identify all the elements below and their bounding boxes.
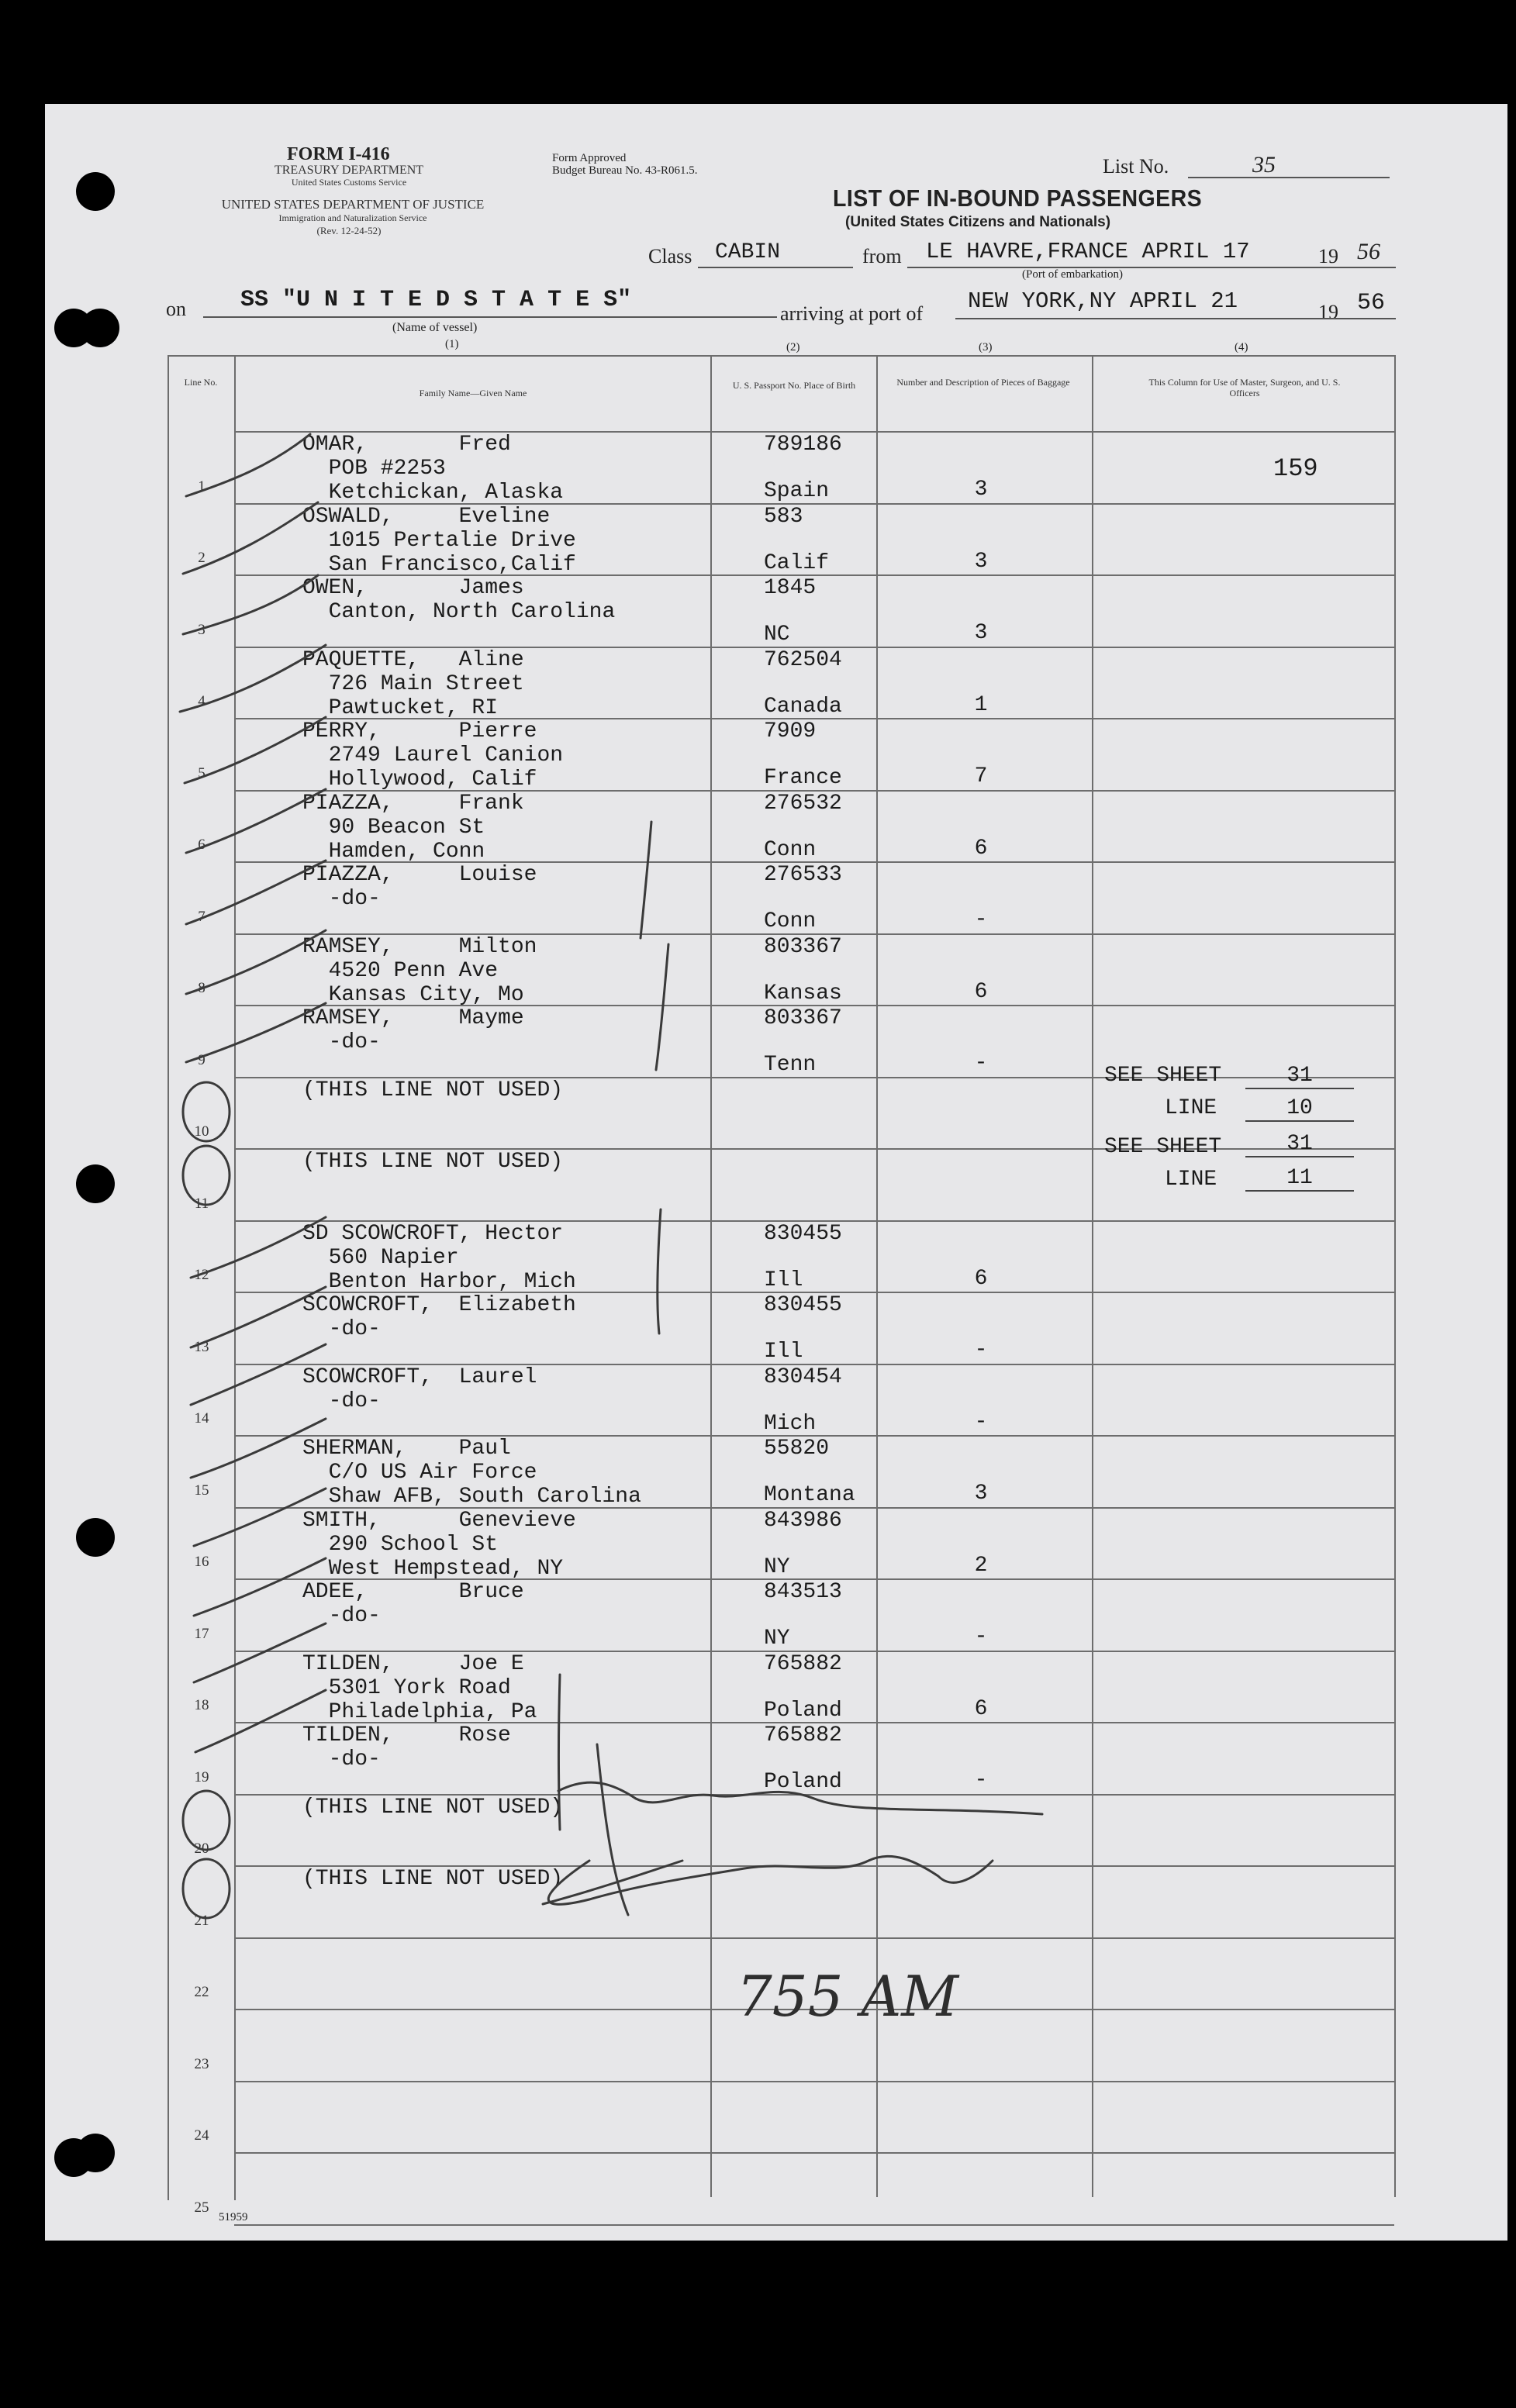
baggage-count: 6 xyxy=(974,979,988,1004)
line-number: 19 xyxy=(194,1768,209,1785)
passenger-name-line-3: Hollywood, Calif xyxy=(302,768,537,792)
passport-number: 803367 xyxy=(764,1006,842,1030)
baggage-count: - xyxy=(974,908,988,932)
line-number: 20 xyxy=(194,1840,209,1857)
line-number: 15 xyxy=(194,1482,209,1499)
place-of-birth: Poland xyxy=(764,1770,842,1794)
passenger-name-line-1: (THIS LINE NOT USED) xyxy=(302,1078,564,1102)
passenger-name-line-2: 726 Main Street xyxy=(302,671,524,696)
place-of-birth: Canada xyxy=(764,694,842,719)
line-number: 21 xyxy=(194,1912,209,1929)
col-num-4: (4) xyxy=(1235,341,1248,354)
line-label-2: LINE xyxy=(1165,1168,1217,1192)
passenger-name-line-2: -do- xyxy=(302,1747,381,1772)
place-of-birth: NC xyxy=(764,623,790,647)
passport-number: 830454 xyxy=(764,1364,842,1389)
vessel-name: SS "U N I T E D S T A T E S" xyxy=(240,287,632,313)
form-number: FORM I-416 xyxy=(287,144,390,164)
treasury-label: TREASURY DEPARTMENT xyxy=(274,164,424,177)
passport-number: 55820 xyxy=(764,1437,830,1461)
from-label: from xyxy=(862,245,902,267)
handwritten-time: 755 AM xyxy=(737,1964,959,2029)
passenger-name-line-1: SHERMAN, Paul xyxy=(302,1437,511,1461)
check-marks xyxy=(180,434,1042,1918)
arriving-label: arriving at port of xyxy=(780,302,924,325)
baggage-count: 3 xyxy=(974,478,988,502)
place-of-birth: NY xyxy=(764,1554,790,1579)
place-of-birth: Conn xyxy=(764,909,817,933)
place-of-birth: Ill xyxy=(764,1268,803,1292)
see-sheet-value-2: 31 xyxy=(1245,1132,1354,1157)
col-num-1: (1) xyxy=(445,338,459,350)
baggage-count: - xyxy=(974,1625,988,1649)
officer-note-159: 159 xyxy=(1273,454,1318,483)
line-number: 9 xyxy=(198,1051,205,1068)
line-number: 1 xyxy=(198,478,205,495)
passenger-name-line-1: RAMSEY, Milton xyxy=(302,934,537,959)
place-of-birth: Spain xyxy=(764,479,830,503)
document-title: LIST OF IN-BOUND PASSENGERS xyxy=(833,185,1203,212)
passenger-name-line-2: POB #2253 xyxy=(302,457,446,481)
passenger-name-line-2: 560 Napier xyxy=(302,1245,459,1270)
port-embark-label: (Port of embarkation) xyxy=(1022,268,1123,281)
class-label: Class xyxy=(648,245,692,267)
col-num-2: (2) xyxy=(786,341,800,354)
passenger-name-line-3: Shaw AFB, South Carolina xyxy=(302,1485,641,1509)
passenger-name-line-1: (THIS LINE NOT USED) xyxy=(302,1867,564,1891)
passenger-name-line-1: OMAR, Fred xyxy=(302,433,511,457)
from-year: 56 xyxy=(1357,239,1380,264)
passenger-name-line-3: San Francisco,Calif xyxy=(302,552,576,577)
line-number: 12 xyxy=(194,1267,209,1283)
form-approved: Form Approved xyxy=(552,152,627,164)
passenger-name-line-2: -do- xyxy=(302,887,381,911)
passport-number: 762504 xyxy=(764,647,842,672)
line-number: 24 xyxy=(194,2127,209,2144)
passenger-name-line-2: Canton, North Carolina xyxy=(302,600,616,624)
arriving-value: NEW YORK,NY APRIL 21 xyxy=(968,288,1238,314)
line-number: 8 xyxy=(198,980,205,996)
document-subtitle: (United States Citizens and Nationals) xyxy=(845,214,1111,230)
passenger-name-line-3: Hamden, Conn xyxy=(302,839,485,864)
baggage-count: 6 xyxy=(974,1696,988,1721)
baggage-count: 2 xyxy=(974,1553,988,1578)
line-number: 25 xyxy=(194,2199,209,2216)
passenger-name-line-3: Benton Harbor, Mich xyxy=(302,1269,576,1294)
baggage-count: 1 xyxy=(974,692,988,717)
baggage-count: - xyxy=(974,1768,988,1792)
line-number: 3 xyxy=(198,621,205,638)
passenger-name-line-2: -do- xyxy=(302,1389,381,1413)
passenger-name-line-1: SD SCOWCROFT, Hector xyxy=(302,1221,564,1246)
passenger-name-line-1: SMITH, Genevieve xyxy=(302,1508,576,1533)
on-label: on xyxy=(166,298,186,320)
list-no-label: List No. xyxy=(1103,155,1169,178)
arriving-year: 56 xyxy=(1357,290,1386,316)
passport-number: 276532 xyxy=(764,791,842,816)
passport-number: 583 xyxy=(764,504,803,529)
passenger-name-line-2: 5301 York Road xyxy=(302,1675,511,1700)
ins-label: Immigration and Naturalization Service xyxy=(278,212,427,223)
baggage-count: - xyxy=(974,1051,988,1075)
passenger-name-line-1: PAQUETTE, Aline xyxy=(302,647,524,672)
from-value: LE HAVRE,FRANCE APRIL 17 xyxy=(926,239,1250,264)
line-number: 4 xyxy=(198,693,205,709)
customs-label: United States Customs Service xyxy=(291,177,407,188)
line-number: 23 xyxy=(194,2055,209,2072)
passport-number: 803367 xyxy=(764,934,842,959)
baggage-count: 6 xyxy=(974,1266,988,1291)
passport-number: 276533 xyxy=(764,863,842,887)
passport-number: 7909 xyxy=(764,719,817,743)
passenger-name-line-2: 1015 Pertalie Drive xyxy=(302,528,576,553)
line-value-2: 11 xyxy=(1245,1166,1354,1192)
see-sheet-label-2: SEE SHEET xyxy=(1104,1135,1222,1159)
passenger-name-line-2: -do- xyxy=(302,1317,381,1341)
passenger-name-line-2: -do- xyxy=(302,1030,381,1054)
see-sheet-value-1: 31 xyxy=(1245,1064,1354,1089)
passenger-name-line-1: SCOWCROFT, Laurel xyxy=(302,1364,537,1389)
col-num-3: (3) xyxy=(979,341,993,354)
place-of-birth: Mich xyxy=(764,1411,817,1436)
passenger-name-line-1: TILDEN, Rose xyxy=(302,1723,511,1747)
passenger-name-line-3: West Hempstead, NY xyxy=(302,1556,564,1581)
line-number: 17 xyxy=(194,1625,209,1642)
place-of-birth: Conn xyxy=(764,837,817,862)
baggage-count: - xyxy=(974,1409,988,1434)
baggage-count: - xyxy=(974,1338,988,1362)
list-no-value: 35 xyxy=(1252,152,1276,178)
passenger-name-line-1: ADEE, Bruce xyxy=(302,1580,524,1604)
place-of-birth: Poland xyxy=(764,1698,842,1723)
header-name: Family Name—Given Name xyxy=(419,388,527,398)
passenger-name-line-1: SCOWCROFT, Elizabeth xyxy=(302,1293,576,1317)
line-number: 6 xyxy=(198,837,205,853)
passenger-name-line-1: PERRY, Pierre xyxy=(302,719,537,743)
place-of-birth: Montana xyxy=(764,1483,855,1507)
passenger-name-line-1: OWEN, James xyxy=(302,576,524,600)
rev-label: (Rev. 12-24-52) xyxy=(316,225,382,236)
passport-number: 830455 xyxy=(764,1221,842,1246)
baggage-count: 3 xyxy=(974,1482,988,1506)
passenger-name-line-1: (THIS LINE NOT USED) xyxy=(302,1795,564,1820)
line-number: 14 xyxy=(194,1410,209,1427)
place-of-birth: Kansas xyxy=(764,981,842,1006)
line-number: 13 xyxy=(194,1338,209,1355)
baggage-count: 3 xyxy=(974,549,988,574)
header-passport: U. S. Passport No. Place of Birth xyxy=(732,380,856,391)
passenger-name-line-2: -do- xyxy=(302,1604,381,1628)
passenger-name-line-1: TILDEN, Joe E xyxy=(302,1651,524,1676)
line-number: 5 xyxy=(198,764,205,781)
line-value-1: 10 xyxy=(1245,1096,1354,1122)
passenger-name-line-2: C/O US Air Force xyxy=(302,1461,537,1485)
passport-number: 1845 xyxy=(764,576,817,600)
footer-code: 51959 xyxy=(219,2211,248,2223)
passenger-name-line-1: (THIS LINE NOT USED) xyxy=(302,1150,564,1174)
passenger-name-line-1: RAMSEY, Mayme xyxy=(302,1006,524,1030)
passenger-name-line-2: 290 School St xyxy=(302,1532,499,1557)
header-officers: This Column for Use of Master, Surgeon, and U. S. Officers xyxy=(1148,377,1341,398)
from-year-prefix: 19 xyxy=(1318,245,1338,267)
passenger-name-line-2: 2749 Laurel Canion xyxy=(302,743,564,768)
place-of-birth: Ill xyxy=(764,1340,803,1364)
place-of-birth: Calif xyxy=(764,550,830,575)
passenger-name-line-3: Philadelphia, Pa xyxy=(302,1699,537,1724)
passport-number: 830455 xyxy=(764,1293,842,1317)
passenger-name-line-2: 4520 Penn Ave xyxy=(302,958,499,983)
line-label-1: LINE xyxy=(1165,1096,1217,1120)
passport-number: 843513 xyxy=(764,1580,842,1604)
place-of-birth: France xyxy=(764,766,842,790)
arriving-year-prefix: 19 xyxy=(1318,301,1338,323)
baggage-count: 3 xyxy=(974,621,988,645)
line-number: 11 xyxy=(194,1195,209,1212)
passenger-name-line-1: OSWALD, Eveline xyxy=(302,504,551,529)
passport-number: 765882 xyxy=(764,1723,842,1747)
line-number: 18 xyxy=(194,1697,209,1713)
passenger-name-line-1: PIAZZA, Louise xyxy=(302,863,537,887)
vessel-label: (Name of vessel) xyxy=(392,321,478,334)
passenger-name-line-1: PIAZZA, Frank xyxy=(302,791,524,816)
passenger-name-line-2: 90 Beacon St xyxy=(302,815,485,840)
budget-bureau: Budget Bureau No. 43-R061.5. xyxy=(552,164,698,177)
passenger-name-line-3: Pawtucket, RI xyxy=(302,695,499,720)
passport-number: 789186 xyxy=(764,433,842,457)
passenger-name-line-3: Kansas City, Mo xyxy=(302,982,524,1007)
place-of-birth: NY xyxy=(764,1627,790,1651)
line-number: 7 xyxy=(198,908,205,925)
justice-label: UNITED STATES DEPARTMENT OF JUSTICE xyxy=(221,197,485,212)
header-baggage: Number and Description of Pieces of Baggage xyxy=(896,377,1070,388)
line-number: 2 xyxy=(198,550,205,566)
line-number: 10 xyxy=(194,1123,209,1140)
header-line-no: Line No. xyxy=(184,377,218,388)
place-of-birth: Tenn xyxy=(764,1053,817,1077)
baggage-count: 6 xyxy=(974,836,988,861)
line-number: 22 xyxy=(194,1984,209,2000)
class-value: CABIN xyxy=(715,240,781,264)
passport-number: 765882 xyxy=(764,1651,842,1676)
passenger-name-line-3: Ketchickan, Alaska xyxy=(302,481,564,505)
baggage-count: 7 xyxy=(974,764,988,788)
passport-number: 843986 xyxy=(764,1508,842,1533)
line-number: 16 xyxy=(194,1554,209,1570)
see-sheet-label-1: SEE SHEET xyxy=(1104,1064,1222,1088)
